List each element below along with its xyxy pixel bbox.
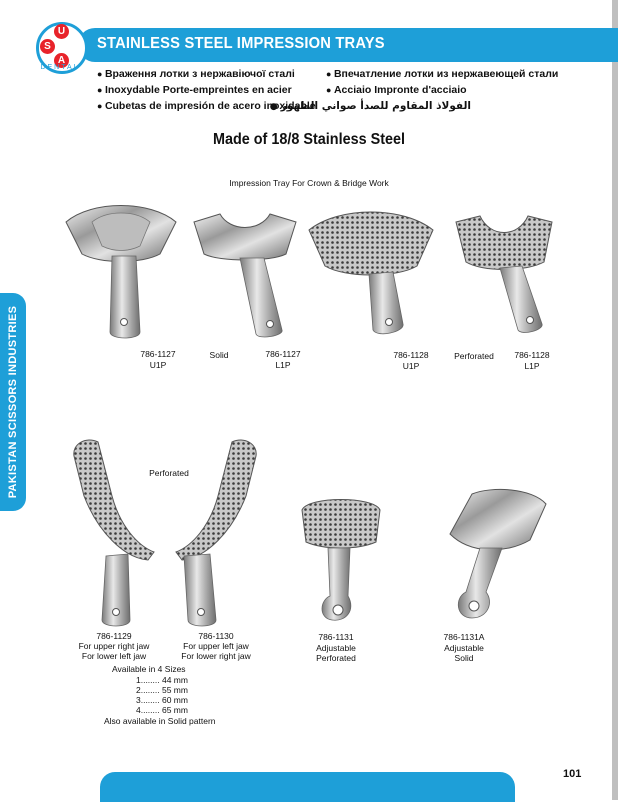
translation-ukrainian: ● Враження лотки з нержавіючої сталі — [97, 68, 295, 80]
section-subheading: Impression Tray For Crown & Bridge Work — [229, 178, 389, 188]
caption-solid: Solid — [209, 350, 229, 360]
size-item: 2........ 55 mm — [136, 685, 188, 695]
logo-letter: A — [54, 53, 69, 68]
tray-786-1129 — [68, 436, 158, 631]
caption-line: Adjustable — [316, 643, 356, 653]
caption-line: Perforated — [316, 653, 356, 663]
size-item: 3........ 60 mm — [136, 695, 188, 705]
tray-786-1127-l1p — [190, 204, 300, 342]
caption-code: 786-1127 — [140, 349, 176, 359]
caption-code: 786-1128 — [393, 350, 429, 360]
tray-786-1131a — [436, 484, 552, 630]
caption-code: 786-1128 — [514, 350, 550, 360]
logo-letter: S — [40, 39, 55, 54]
caption-code: 786-1131 — [318, 632, 354, 642]
footer-bar — [100, 772, 515, 802]
caption-line: For lower right jaw — [181, 651, 251, 661]
translation-arabic: الفولاذ المقاوم للصدأ صواني الظهور ● — [326, 100, 471, 112]
translation-spanish: ● Cubetas de impresión de acero inoxidable — [97, 100, 316, 112]
caption-code: 786-1129 — [96, 631, 132, 641]
tray-786-1131 — [298, 492, 384, 630]
caption-variant: L1P — [275, 360, 291, 370]
tray-786-1130 — [166, 436, 262, 631]
caption-perforated: Perforated — [454, 351, 494, 361]
caption-line: Solid — [454, 653, 474, 663]
caption-line: Adjustable — [444, 643, 484, 653]
caption-variant: U1P — [149, 360, 167, 370]
main-title: Made of 18/8 Stainless Steel — [212, 131, 406, 148]
caption-code: 786-1131A — [443, 632, 485, 642]
tray-786-1127-u1p — [62, 192, 180, 342]
tray-786-1128-u1p — [305, 200, 437, 340]
solid-pattern-note: Also available in Solid pattern — [104, 716, 216, 726]
caption-code: 786-1127 — [265, 349, 301, 359]
caption-line: For upper right jaw — [78, 641, 150, 651]
caption-perforated: Perforated — [149, 468, 189, 478]
caption-variant: U1P — [402, 361, 420, 371]
page-number: 101 — [563, 768, 582, 780]
side-tab-label: PAKISTAN SCISSORS INDUSTRIES — [7, 305, 19, 499]
caption-line: For lower left jaw — [81, 651, 147, 661]
size-item: 1........ 44 mm — [136, 675, 188, 685]
page-title: STAINLESS STEEL IMPRESSION TRAYS — [97, 35, 385, 52]
logo-letter: U — [54, 24, 69, 39]
page-edge — [612, 0, 618, 800]
tray-786-1128-l1p — [452, 212, 562, 340]
caption-variant: L1P — [524, 361, 540, 371]
sizes-title: Available in 4 Sizes — [112, 664, 186, 674]
caption-line: For upper left jaw — [183, 641, 249, 651]
size-item: 4........ 65 mm — [136, 705, 188, 715]
translation-italian: ● Acciaio Impronte d'acciaio — [326, 84, 467, 96]
logo-tagline: DENTAL — [40, 64, 80, 71]
translation-russian: ● Впечатление лотки из нержавеющей стали — [326, 68, 558, 80]
translation-french: ● Inoxydable Porte-empreintes en acier — [97, 84, 292, 96]
caption-code: 786-1130 — [198, 631, 234, 641]
